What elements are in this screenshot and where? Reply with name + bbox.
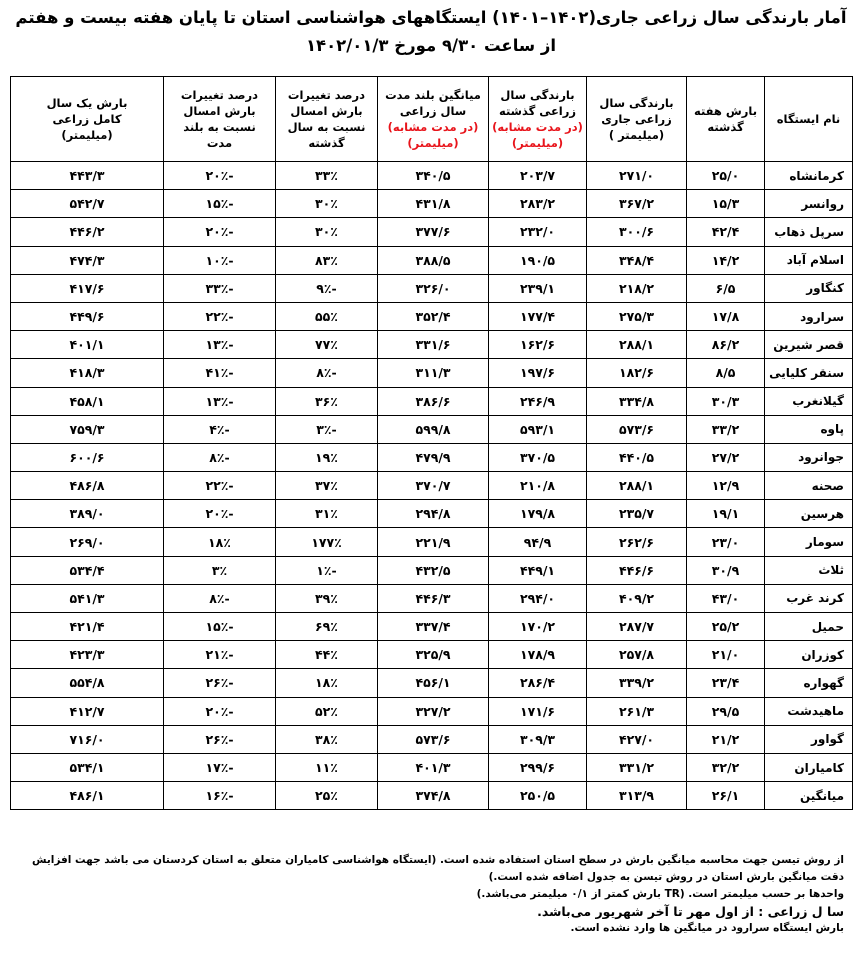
cell-station: سومار (765, 528, 853, 556)
cell-pct-last: ۵۲٪ (276, 697, 378, 725)
cell-last: ۱۶۲/۶ (489, 331, 587, 359)
cell-pct-long: -۸٪ (164, 443, 276, 471)
cell-full-year: ۵۳۴/۴ (11, 556, 164, 584)
cell-pct-last: ۴۴٪ (276, 641, 378, 669)
table-row (11, 415, 853, 443)
footnotes (14, 852, 844, 937)
cell-full-year: ۵۴۱/۳ (11, 584, 164, 612)
cell-longterm: ۴۳۲/۵ (378, 556, 489, 584)
table-row (11, 443, 853, 471)
table-row (11, 697, 853, 725)
cell-pct-last: -۳٪ (276, 415, 378, 443)
cell-current: ۲۷۵/۳ (587, 302, 687, 330)
table-row (11, 472, 853, 500)
cell-longterm: ۳۷۴/۸ (378, 782, 489, 810)
table-row (11, 359, 853, 387)
cell-pct-long: -۱۵٪ (164, 613, 276, 641)
cell-pct-long: -۸٪ (164, 584, 276, 612)
cell-pct-long: -۲۰٪ (164, 162, 276, 190)
cell-station: میانگین (765, 782, 853, 810)
cell-current: ۳۴۸/۴ (587, 246, 687, 274)
cell-longterm: ۴۵۶/۱ (378, 669, 489, 697)
note-exclusion: بارش ایستگاه سرارود در میانگین ها وارد نشده است. (570, 922, 844, 934)
note-units: واحدها بر حسب میلیمتر است. (TR بارش کمتر از ۰/۱ میلیمتر می‌باشد.) (476, 888, 844, 900)
cell-full-year: ۴۲۳/۳ (11, 641, 164, 669)
cell-week: ۲۷/۲ (687, 443, 765, 471)
cell-station: کرمانشاه (765, 162, 853, 190)
header-week: بارش هفته گذشته (687, 77, 765, 162)
cell-last: ۱۷۷/۴ (489, 302, 587, 330)
cell-pct-long: -۲۲٪ (164, 302, 276, 330)
cell-current: ۴۲۷/۰ (587, 725, 687, 753)
cell-last: ۳۰۹/۳ (489, 725, 587, 753)
cell-pct-last: ۳۹٪ (276, 584, 378, 612)
cell-full-year: ۴۵۸/۱ (11, 387, 164, 415)
cell-week: ۳۳/۲ (687, 415, 765, 443)
cell-longterm: ۳۴۰/۵ (378, 162, 489, 190)
header-longterm: میانگین بلند مدت سال زراعی (در مدت مشابه) (میلیمتر) (378, 77, 489, 162)
cell-station: هرسین (765, 500, 853, 528)
cell-full-year: ۴۲۱/۴ (11, 613, 164, 641)
cell-longterm: ۳۱۱/۳ (378, 359, 489, 387)
cell-current: ۲۶۱/۳ (587, 697, 687, 725)
cell-full-year: ۴۱۸/۳ (11, 359, 164, 387)
cell-pct-last: -۹٪ (276, 274, 378, 302)
cell-full-year: ۳۸۹/۰ (11, 500, 164, 528)
cell-current: ۲۱۸/۲ (587, 274, 687, 302)
header-pct-last: درصد تغییرات بارش امسال نسبت به سال گذشته (276, 77, 378, 162)
cell-last: ۳۷۰/۵ (489, 443, 587, 471)
cell-current: ۴۰۹/۲ (587, 584, 687, 612)
cell-station: قصر شیرین (765, 331, 853, 359)
cell-last: ۹۴/۹ (489, 528, 587, 556)
cell-longterm: ۳۸۶/۶ (378, 387, 489, 415)
cell-pct-long: -۲۶٪ (164, 725, 276, 753)
table-row (11, 725, 853, 753)
header-full-year: بارش یک سال کامل زراعی (میلیمتر) (11, 77, 164, 162)
header-current: بارندگی سال زراعی جاری (میلیمتر ) (587, 77, 687, 162)
cell-pct-last: ۳۰٪ (276, 218, 378, 246)
cell-week: ۴۲/۴ (687, 218, 765, 246)
table-row (11, 556, 853, 584)
cell-station: سرارود (765, 302, 853, 330)
table-row (11, 162, 853, 190)
cell-longterm: ۳۳۷/۴ (378, 613, 489, 641)
cell-full-year: ۴۴۳/۳ (11, 162, 164, 190)
cell-station: گیلانغرب (765, 387, 853, 415)
cell-longterm: ۳۳۱/۶ (378, 331, 489, 359)
cell-full-year: ۵۳۴/۱ (11, 753, 164, 781)
cell-station: صحنه (765, 472, 853, 500)
cell-longterm: ۴۳۱/۸ (378, 190, 489, 218)
cell-current: ۲۶۲/۶ (587, 528, 687, 556)
cell-last: ۲۳۲/۰ (489, 218, 587, 246)
cell-station: کامیاران (765, 753, 853, 781)
cell-pct-last: ۱۱٪ (276, 753, 378, 781)
cell-week: ۲۱/۰ (687, 641, 765, 669)
cell-week: ۱۵/۳ (687, 190, 765, 218)
cell-pct-long: -۲۲٪ (164, 472, 276, 500)
cell-week: ۲۹/۵ (687, 697, 765, 725)
table-row (11, 584, 853, 612)
cell-full-year: ۴۱۷/۶ (11, 274, 164, 302)
cell-longterm: ۲۹۴/۸ (378, 500, 489, 528)
cell-week: ۱۴/۲ (687, 246, 765, 274)
rainfall-table (10, 76, 853, 810)
cell-pct-long: -۱۰٪ (164, 246, 276, 274)
cell-last: ۲۴۶/۹ (489, 387, 587, 415)
cell-week: ۳۰/۳ (687, 387, 765, 415)
cell-pct-last: ۲۵٪ (276, 782, 378, 810)
cell-current: ۳۰۰/۶ (587, 218, 687, 246)
cell-full-year: ۵۴۲/۷ (11, 190, 164, 218)
table-row (11, 302, 853, 330)
cell-full-year: ۴۴۹/۶ (11, 302, 164, 330)
cell-station: روانسر (765, 190, 853, 218)
cell-pct-long: -۱۵٪ (164, 190, 276, 218)
cell-longterm: ۳۵۲/۴ (378, 302, 489, 330)
cell-station: حمیل (765, 613, 853, 641)
cell-longterm: ۵۷۳/۶ (378, 725, 489, 753)
note-season: سا ل زراعی : از اول مهر تا آخر شهریور می‌باشد. (537, 904, 844, 919)
cell-week: ۲۵/۲ (687, 613, 765, 641)
cell-pct-long: -۲۰٪ (164, 218, 276, 246)
header-pct-long: درصد تغییرات بارش امسال نسبت به بلند مدت (164, 77, 276, 162)
table-row (11, 753, 853, 781)
report-title (0, 0, 862, 62)
cell-station: جوانرود (765, 443, 853, 471)
cell-longterm: ۳۲۵/۹ (378, 641, 489, 669)
table-row (11, 246, 853, 274)
cell-pct-last: -۱٪ (276, 556, 378, 584)
cell-pct-last: ۶۹٪ (276, 613, 378, 641)
table-row (11, 669, 853, 697)
table-row (11, 218, 853, 246)
cell-station: پاوه (765, 415, 853, 443)
cell-current: ۲۸۷/۷ (587, 613, 687, 641)
cell-pct-last: ۸۳٪ (276, 246, 378, 274)
cell-last: ۲۸۶/۴ (489, 669, 587, 697)
cell-current: ۳۱۳/۹ (587, 782, 687, 810)
cell-longterm: ۵۹۹/۸ (378, 415, 489, 443)
cell-current: ۲۳۵/۷ (587, 500, 687, 528)
cell-full-year: ۴۰۱/۱ (11, 331, 164, 359)
cell-week: ۳۰/۹ (687, 556, 765, 584)
cell-station: کوزران (765, 641, 853, 669)
cell-pct-long: -۲۰٪ (164, 697, 276, 725)
cell-pct-last: ۳۸٪ (276, 725, 378, 753)
table-row (11, 331, 853, 359)
cell-pct-long: -۲۱٪ (164, 641, 276, 669)
table-header-row (11, 77, 853, 162)
table-row (11, 387, 853, 415)
cell-last: ۱۷۸/۹ (489, 641, 587, 669)
cell-full-year: ۷۵۹/۳ (11, 415, 164, 443)
cell-pct-long: ۳٪ (164, 556, 276, 584)
cell-last: ۱۹۰/۵ (489, 246, 587, 274)
cell-week: ۶/۵ (687, 274, 765, 302)
cell-full-year: ۲۶۹/۰ (11, 528, 164, 556)
table-row (11, 782, 853, 810)
cell-week: ۱۷/۸ (687, 302, 765, 330)
cell-full-year: ۴۸۶/۱ (11, 782, 164, 810)
cell-full-year: ۵۵۴/۸ (11, 669, 164, 697)
cell-current: ۳۶۷/۲ (587, 190, 687, 218)
cell-current: ۲۸۸/۱ (587, 331, 687, 359)
cell-station: سرپل ذهاب (765, 218, 853, 246)
cell-pct-long: -۱۳٪ (164, 387, 276, 415)
cell-current: ۳۳۹/۲ (587, 669, 687, 697)
note-method: از روش تیسن جهت محاسبه میانگین بارش در سطح استان استفاده شده است. (ایستگاه هواشناسی کامیاران متعلق به استان کردستان می باشد جهت افزایش دقت میانگین بارش استان در روش تیسن به جدول اضافه شده است.) (31, 854, 844, 883)
table-row (11, 613, 853, 641)
cell-week: ۴۳/۰ (687, 584, 765, 612)
cell-full-year: ۶۰۰/۶ (11, 443, 164, 471)
cell-last: ۴۴۹/۱ (489, 556, 587, 584)
cell-pct-long: -۴۱٪ (164, 359, 276, 387)
cell-current: ۴۴۶/۶ (587, 556, 687, 584)
cell-longterm: ۴۰۱/۳ (378, 753, 489, 781)
cell-station: کرند غرب (765, 584, 853, 612)
cell-last: ۲۰۳/۷ (489, 162, 587, 190)
cell-last: ۲۸۳/۲ (489, 190, 587, 218)
cell-full-year: ۴۴۶/۲ (11, 218, 164, 246)
cell-week: ۳۲/۲ (687, 753, 765, 781)
cell-pct-last: ۵۵٪ (276, 302, 378, 330)
cell-full-year: ۴۷۴/۳ (11, 246, 164, 274)
cell-pct-long: -۲۶٪ (164, 669, 276, 697)
table-body (11, 162, 853, 810)
cell-station: سنقر کلیایی (765, 359, 853, 387)
cell-last: ۲۳۹/۱ (489, 274, 587, 302)
cell-full-year: ۷۱۶/۰ (11, 725, 164, 753)
cell-last: ۲۱۰/۸ (489, 472, 587, 500)
cell-full-year: ۴۱۲/۷ (11, 697, 164, 725)
header-station: نام ایستگاه (765, 77, 853, 162)
cell-longterm: ۳۷۰/۷ (378, 472, 489, 500)
cell-pct-long: -۱۳٪ (164, 331, 276, 359)
cell-pct-last: ۳۰٪ (276, 190, 378, 218)
cell-last: ۲۵۰/۵ (489, 782, 587, 810)
cell-current: ۱۸۲/۶ (587, 359, 687, 387)
table-row (11, 500, 853, 528)
cell-pct-long: ۱۸٪ (164, 528, 276, 556)
cell-current: ۳۳۴/۸ (587, 387, 687, 415)
cell-last: ۲۹۴/۰ (489, 584, 587, 612)
cell-current: ۲۵۷/۸ (587, 641, 687, 669)
cell-station: کنگاور (765, 274, 853, 302)
cell-last: ۱۷۹/۸ (489, 500, 587, 528)
cell-last: ۱۷۱/۶ (489, 697, 587, 725)
cell-station: ثلاث (765, 556, 853, 584)
cell-pct-long: -۱۶٪ (164, 782, 276, 810)
cell-longterm: ۳۸۸/۵ (378, 246, 489, 274)
cell-station: گواور (765, 725, 853, 753)
cell-pct-long: -۲۰٪ (164, 500, 276, 528)
cell-pct-last: ۳۷٪ (276, 472, 378, 500)
cell-pct-last: ۱۸٪ (276, 669, 378, 697)
cell-longterm: ۳۷۷/۶ (378, 218, 489, 246)
cell-week: ۱۹/۱ (687, 500, 765, 528)
cell-current: ۲۸۸/۱ (587, 472, 687, 500)
cell-pct-last: ۱۹٪ (276, 443, 378, 471)
table-row (11, 190, 853, 218)
table-row (11, 274, 853, 302)
cell-week: ۸/۵ (687, 359, 765, 387)
cell-pct-long: -۴٪ (164, 415, 276, 443)
cell-pct-last: ۷۷٪ (276, 331, 378, 359)
cell-week: ۸۶/۲ (687, 331, 765, 359)
cell-pct-long: -۱۷٪ (164, 753, 276, 781)
cell-longterm: ۳۲۶/۰ (378, 274, 489, 302)
cell-longterm: ۳۲۷/۲ (378, 697, 489, 725)
cell-station: گهواره (765, 669, 853, 697)
cell-longterm: ۲۲۱/۹ (378, 528, 489, 556)
cell-last: ۲۹۹/۶ (489, 753, 587, 781)
cell-station: ماهیدشت (765, 697, 853, 725)
table-row (11, 641, 853, 669)
cell-pct-last: -۸٪ (276, 359, 378, 387)
cell-longterm: ۴۷۹/۹ (378, 443, 489, 471)
cell-pct-last: ۳۱٪ (276, 500, 378, 528)
cell-pct-last: ۱۷۷٪ (276, 528, 378, 556)
cell-week: ۲۵/۰ (687, 162, 765, 190)
cell-longterm: ۴۴۶/۳ (378, 584, 489, 612)
cell-last: ۱۷۰/۲ (489, 613, 587, 641)
cell-station: اسلام آباد (765, 246, 853, 274)
header-last: بارندگی سال زراعی گذشته (در مدت مشابه) (میلیمتر) (489, 77, 587, 162)
cell-full-year: ۴۸۶/۸ (11, 472, 164, 500)
cell-last: ۱۹۷/۶ (489, 359, 587, 387)
cell-current: ۲۷۱/۰ (587, 162, 687, 190)
table-row (11, 528, 853, 556)
cell-pct-last: ۳۳٪ (276, 162, 378, 190)
cell-week: ۲۳/۴ (687, 669, 765, 697)
cell-pct-long: -۳۳٪ (164, 274, 276, 302)
cell-week: ۲۶/۱ (687, 782, 765, 810)
cell-week: ۲۳/۰ (687, 528, 765, 556)
cell-pct-last: ۳۶٪ (276, 387, 378, 415)
title-line-2: از ساعت ۹/۳۰ مورخ ۱۴۰۲/۰۱/۳ (305, 36, 557, 55)
cell-last: ۵۹۳/۱ (489, 415, 587, 443)
cell-current: ۳۳۱/۲ (587, 753, 687, 781)
cell-current: ۴۴۰/۵ (587, 443, 687, 471)
cell-week: ۲۱/۲ (687, 725, 765, 753)
cell-current: ۵۷۳/۶ (587, 415, 687, 443)
cell-week: ۱۲/۹ (687, 472, 765, 500)
title-line-1: آمار بارندگی سال زراعی جاری(۱۴۰۲–۱۴۰۱) ایستگاههای هواشناسی استان تا پایان هفته بیست و هفتم (15, 8, 847, 27)
